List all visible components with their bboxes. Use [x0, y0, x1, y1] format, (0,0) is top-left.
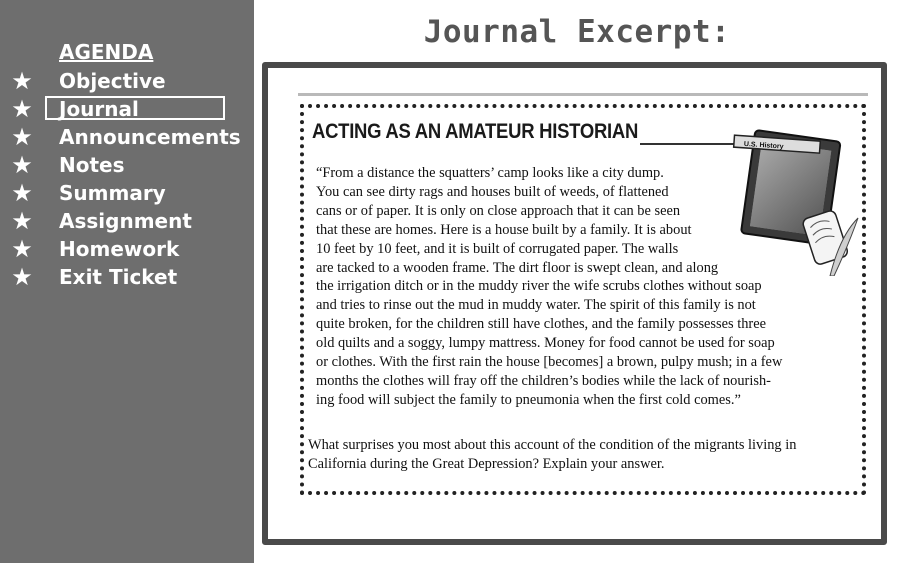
star-icon: ★	[11, 151, 33, 179]
quote-line: You can see dirty rags and houses built of weeds, of flattened	[316, 183, 669, 200]
star-icon: ★	[11, 263, 33, 291]
agenda-item-summary[interactable]	[0, 179, 254, 207]
agenda-item-exit-ticket[interactable]	[0, 263, 254, 291]
agenda-item-label: Assignment	[59, 209, 192, 233]
agenda-item-assignment[interactable]	[0, 207, 254, 235]
agenda-item-label: Objective	[59, 69, 166, 93]
agenda-sidebar	[0, 0, 254, 563]
quote-line: 10 feet by 10 feet, and it is built of corrugated paper. The walls	[316, 240, 679, 257]
agenda-item-journal[interactable]	[0, 95, 254, 123]
excerpt-quote	[316, 164, 836, 410]
page-title: Journal Excerpt:	[423, 14, 731, 50]
agenda-item-objective[interactable]	[0, 67, 254, 95]
quote-line: that these are homes. Here is a house built by a family. It is about	[316, 221, 692, 238]
excerpt-frame	[262, 62, 887, 545]
quote-line: cans or of paper. It is only on close approach that it can be seen	[316, 202, 681, 219]
quote-line: “From a distance the squatters’ camp looks like a city dump.	[316, 165, 664, 181]
agenda-list	[0, 67, 254, 291]
agenda-item-homework[interactable]	[0, 235, 254, 263]
divider	[298, 93, 868, 96]
agenda-item-label: Announcements	[59, 125, 241, 149]
agenda-item-label: Notes	[59, 153, 125, 177]
agenda-item-label: Exit Ticket	[59, 265, 178, 289]
divider	[640, 143, 740, 145]
journal-question	[308, 436, 858, 474]
agenda-item-label: Journal	[59, 97, 139, 121]
quote-line: quite broken, for the children still have clothes, and the family possesses three	[316, 316, 766, 333]
agenda-item-notes[interactable]	[0, 151, 254, 179]
agenda-heading: AGENDA	[59, 40, 154, 64]
quote-line: the irrigation ditch or in the muddy river the wife scrubs clothes without soap	[316, 278, 762, 295]
star-icon: ★	[11, 179, 33, 207]
star-icon: ★	[11, 207, 33, 235]
star-icon: ★	[11, 123, 33, 151]
book-label: U.S. History	[743, 140, 784, 151]
question-line: California during the Great Depression? Explain your answer.	[308, 455, 665, 472]
quote-line: and tries to rinse out the mud in muddy water. The spirit of this family is not	[316, 297, 756, 314]
quote-line: ing food will subject the family to pneumonia when the first cold comes.”	[316, 391, 741, 408]
star-icon: ★	[11, 95, 33, 123]
question-line: What surprises you most about this account of the condition of the migrants living in	[308, 437, 797, 453]
quote-line: are tacked to a wooden frame. The dirt floor is swept clean, and along	[316, 259, 719, 276]
agenda-item-label: Homework	[59, 237, 180, 261]
star-icon: ★	[11, 67, 33, 95]
quote-line: or clothes. With the first rain the house [becomes] a brown, pulpy mush; in a few	[316, 354, 783, 371]
quote-line: months the clothes will fray off the children’s bodies while the lack of nourish-	[316, 372, 771, 389]
quote-line: old quilts and a soggy, lumpy mattress. Money for food cannot be used for soap	[316, 335, 775, 352]
star-icon: ★	[11, 235, 33, 263]
agenda-item-label: Summary	[59, 181, 166, 205]
agenda-item-announcements[interactable]	[0, 123, 254, 151]
section-title: ACTING AS AN AMATEUR HISTORIAN	[312, 120, 639, 143]
